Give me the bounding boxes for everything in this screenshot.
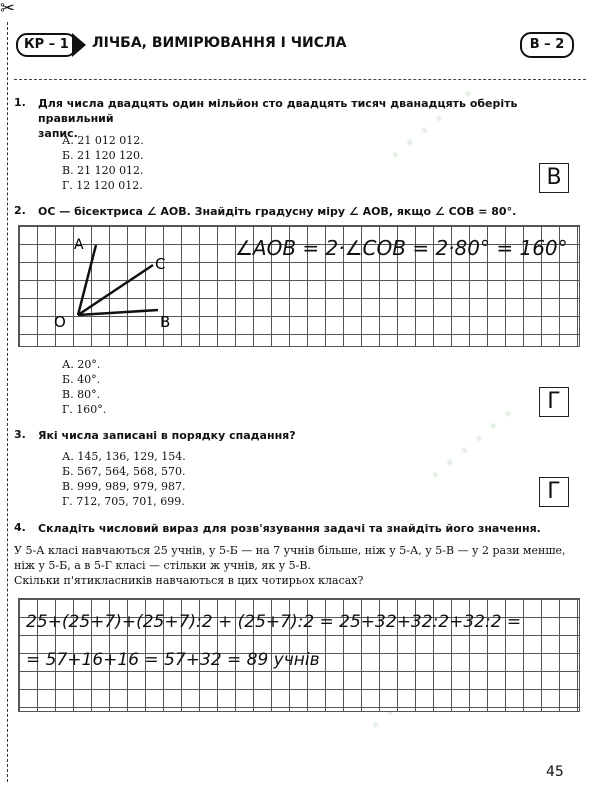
option-a[interactable]: А. 20°. [62, 358, 101, 371]
option-a[interactable]: А. 145, 136, 129, 154. [62, 450, 186, 463]
question-text: OC — бісектриса ∠ AOB. Знайдіть градусну міру ∠ AOB, якщо ∠ COB = 80°. [38, 205, 517, 218]
option-d[interactable]: Г. 160°. [62, 403, 107, 416]
label-b: B [160, 313, 171, 331]
option-d[interactable]: Г. 12 120 012. [62, 179, 143, 192]
option-a[interactable]: А. 21 012 012. [62, 134, 144, 147]
variant-badge: В – 2 [520, 32, 574, 58]
header-divider [14, 79, 586, 80]
page-number: 45 [546, 764, 564, 780]
problem-line: У 5-А класі навчаються 25 учнів, у 5-Б — на 7 учнів більше, ніж у 5-А, у 5-В — у 2 рази менше, [14, 544, 566, 557]
option-b[interactable]: Б. 567, 564, 568, 570. [62, 465, 186, 478]
question-number: 4. [14, 521, 26, 534]
question-text: Складіть числовий вираз для розв'язування задачі та знайдіть його значення. [38, 522, 541, 535]
problem-line: Скільки п'ятикласників навчаються в цих чотирьох класах? [14, 574, 364, 587]
question-number: 1. [14, 96, 26, 109]
question-number: 3. [14, 428, 26, 441]
option-c[interactable]: В. 80°. [62, 388, 101, 401]
question-number: 2. [14, 204, 26, 217]
test-code-badge: КР – 1 [16, 33, 77, 57]
label-o: O [54, 313, 66, 331]
label-a: A [74, 237, 84, 253]
cut-line [7, 22, 8, 782]
option-c[interactable]: В. 999, 989, 979, 987. [62, 480, 186, 493]
option-b[interactable]: Б. 21 120 120. [62, 149, 144, 162]
question-text-line: Для числа двадцять один мільйон сто двадцять тисяч дванадцять оберіть правильний [38, 97, 518, 125]
options-list [62, 133, 144, 193]
options-list [62, 357, 106, 417]
answer-box[interactable]: Г [539, 387, 569, 417]
answer-box[interactable]: Г [539, 477, 569, 507]
options-list [62, 449, 186, 509]
watermark: · · · · · · [422, 399, 522, 491]
label-c: C [155, 255, 166, 273]
option-c[interactable]: В. 21 120 012. [62, 164, 144, 177]
problem-line: ніж у 5-Б, а в 5-Г класі — стільки ж учнів, як у 5-В. [14, 559, 311, 572]
ray-ob [78, 310, 158, 315]
option-b[interactable]: Б. 40°. [62, 373, 101, 386]
problem-statement [14, 543, 586, 588]
scissors-icon: ✂ [0, 0, 16, 19]
answer-box[interactable]: В [539, 163, 569, 193]
handwritten-result: = 57+16+16 = 57+32 = 89 учнів [26, 650, 320, 670]
handwritten-solution: ∠AOB = 2·∠COB = 2·80° = 160° [235, 236, 568, 260]
handwritten-expression: 25+(25+7)+(25+7):2 + (25+7):2 = 25+32+32:2+32:2 = [26, 612, 522, 632]
question-text-line: запис. [38, 127, 78, 140]
arrow-right-icon [72, 33, 86, 57]
option-d[interactable]: Г. 712, 705, 701, 699. [62, 495, 185, 508]
question-text: Які числа записані в порядку спадання? [38, 429, 296, 442]
watermark: · · · · · · [382, 79, 482, 171]
page-title: ЛІЧБА, ВИМІРЮВАННЯ І ЧИСЛА [92, 35, 347, 51]
